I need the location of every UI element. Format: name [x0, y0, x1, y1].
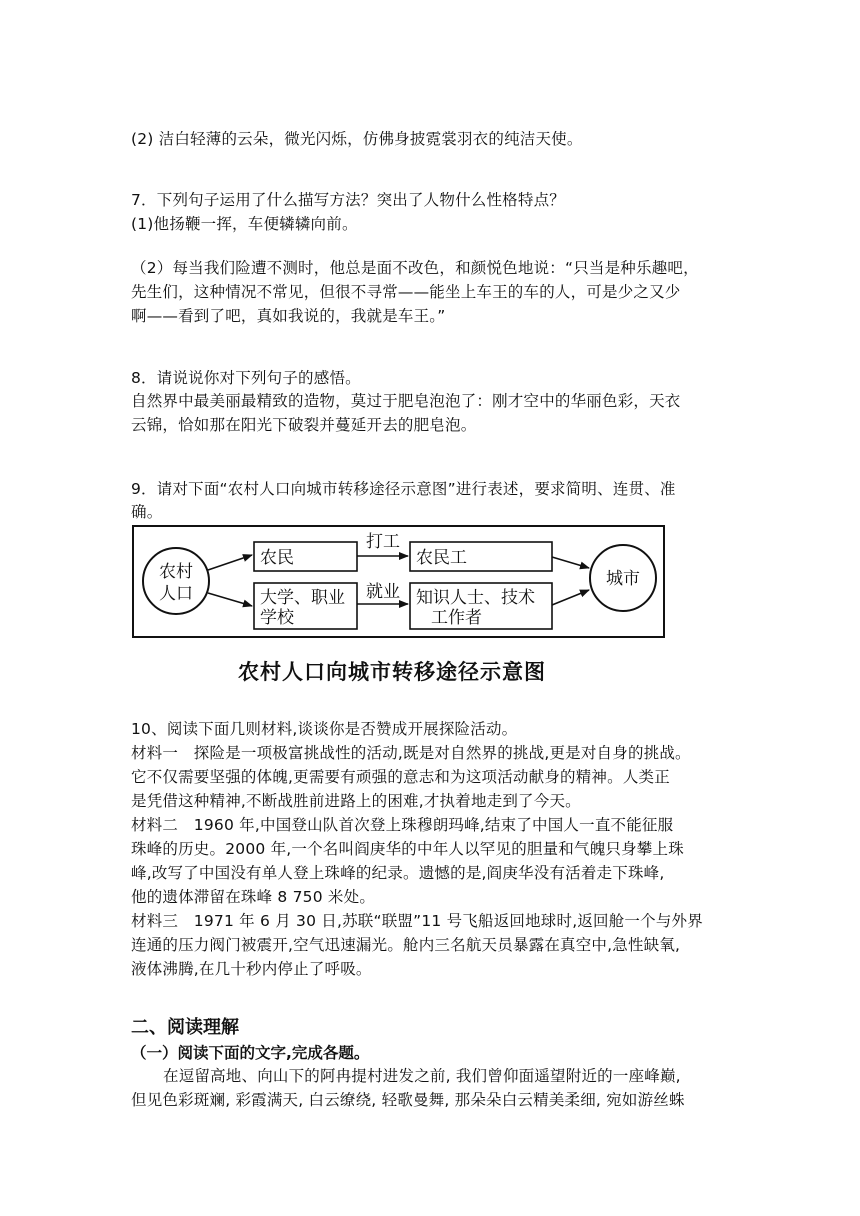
question-7-sentence-2a: （2）每当我们险遭不测时，他总是面不改色，和颜悦色地说：“只当是种乐趣吧，	[131, 259, 699, 277]
question-8-line-2: 云锦，恰如那在阳光下破裂并蔓延开去的肥皂泡。	[131, 416, 477, 434]
arrow-migrant-to-city	[552, 557, 589, 568]
question-10-line-7: 峰,改写了中国没有单人登上珠峰的纪录。遗憾的是,阎庚华没有活着走下珠峰,	[131, 864, 665, 882]
section-2-subtitle: （一）阅读下面的文字,完成各题。	[131, 1044, 370, 1062]
question-10-line-3: 它不仅需要坚强的体魄,更需要有顽强的意志和为这项活动献身的精神。人类正	[131, 768, 670, 786]
employment-label: 就业	[366, 582, 400, 602]
question-7-title: 7．下列句子运用了什么描写方法？突出了人物什么性格特点？	[131, 191, 565, 209]
line-q6-2: (2) 洁白轻薄的云朵，微光闪烁，仿佛身披霓裳羽衣的纯洁天使。	[131, 130, 583, 148]
question-10-line-11: 液体沸腾,在几十秒内停止了呼吸。	[131, 960, 372, 978]
question-9-line-2: 确。	[131, 503, 163, 521]
question-10-line-1: 10、阅读下面几则材料,谈谈你是否赞成开展探险活动。	[131, 720, 518, 738]
rural-population-label-1: 农村	[159, 562, 193, 582]
migrant-worker-label: 农民工	[416, 548, 467, 568]
question-10-line-5: 材料二 1960 年,中国登山队首次登上珠穆朗玛峰,结束了中国人一直不能征服	[131, 816, 674, 834]
rural-population-label-2: 人口	[159, 584, 193, 604]
question-7-sentence-1: (1)他扬鞭一挥，车便辚辚向前。	[131, 215, 358, 233]
city-label: 城市	[606, 569, 640, 589]
question-7-sentence-2c: 啊——看到了吧，真如我说的，我就是车王。”	[131, 307, 446, 325]
farmer-label: 农民	[260, 548, 294, 568]
question-10-line-6: 珠峰的历史。2000 年,一个名叫阎庚华的中年人以罕见的胆量和气魄只身攀上珠	[131, 840, 684, 858]
passage-line-2: 但见色彩斑斓, 彩霞满天, 白云缭绕, 轻歌曼舞, 那朵朵白云精美柔细, 宛如游丝蛛	[131, 1091, 685, 1109]
work-label: 打工	[366, 532, 400, 552]
arrow-talent-to-city	[552, 590, 589, 605]
question-7-sentence-2b: 先生们，这种情况不常见，但很不寻常——能坐上车王的车的人，可是少之又少	[131, 283, 681, 301]
passage-line-1: 在逗留高地、向山下的阿冉提村进发之前, 我们曾仰面遥望附近的一座峰巅,	[163, 1067, 681, 1085]
question-8-title: 8．请说说你对下列句子的感悟。	[131, 369, 361, 387]
question-10-line-4: 是凭借这种精神,不断战胜前进路上的困难,才执着地走到了今天。	[131, 792, 581, 810]
diagram-caption: 农村人口向城市转移途径示意图	[238, 659, 546, 684]
arrow-rural-to-school	[208, 593, 252, 606]
question-8-line-1: 自然界中最美丽最精致的造物，莫过于肥皂泡泡了：刚才空中的华丽色彩，天衣	[131, 392, 681, 410]
talent-label-2: 工作者	[431, 608, 482, 628]
arrow-rural-to-farmer	[208, 555, 252, 570]
question-9-line-1: 9．请对下面“农村人口向城市转移途径示意图”进行表述，要求简明、连贯、准	[131, 480, 676, 498]
section-2-title: 二、阅读理解	[131, 1017, 239, 1038]
question-10-line-10: 连通的压力阀门被震开,空气迅速漏光。舱内三名航天员暴露在真空中,急性缺氧,	[131, 936, 681, 954]
school-label-2: 学校	[260, 608, 294, 628]
question-10-line-9: 材料三 1971 年 6 月 30 日,苏联“联盟”11 号飞船返回地球时,返回舱一个与外界	[131, 912, 703, 930]
question-10-line-8: 他的遗体滞留在珠峰 8 750 米处。	[131, 888, 376, 906]
talent-label-1: 知识人士、技术	[416, 588, 535, 608]
question-10-line-2: 材料一 探险是一项极富挑战性的活动,既是对自然界的挑战,更是对自身的挑战。	[131, 744, 691, 762]
school-label-1: 大学、职业	[260, 588, 345, 608]
